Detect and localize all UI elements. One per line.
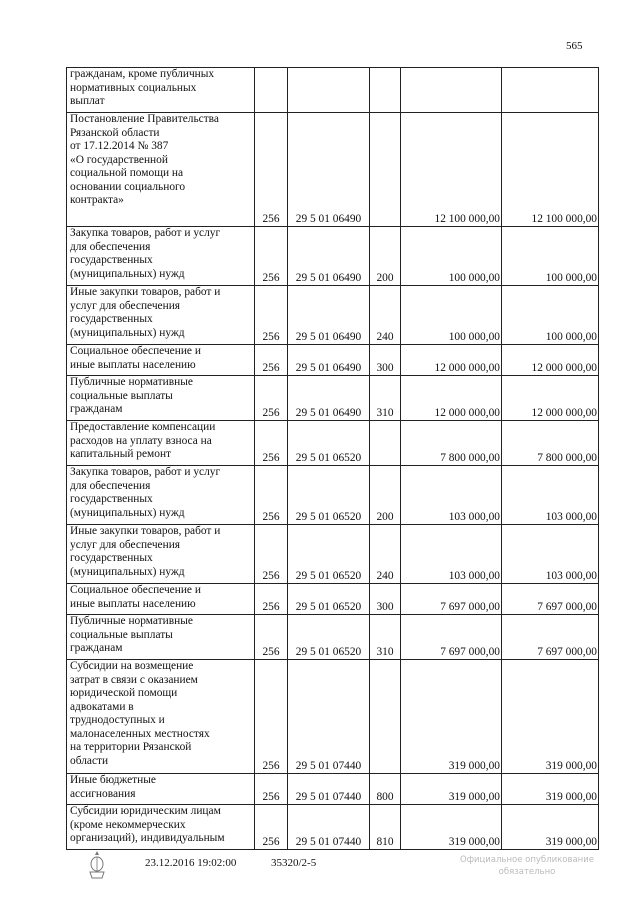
cell-sum1: 7 697 000,00 (401, 584, 502, 615)
cell-name: Постановление Правительства Рязанской области от 17.12.2014 № 387 «О государственной социальной помощи на основании социального контракта» (67, 113, 255, 227)
cell-sum2: 103 000,00 (502, 525, 599, 584)
cell-sum1: 12 000 000,00 (401, 345, 502, 376)
cell-sum1: 7 800 000,00 (401, 421, 502, 466)
table-row (67, 227, 599, 286)
cell-csr: 29 5 01 06490 (288, 227, 370, 286)
cell-sum2: 319 000,00 (502, 805, 599, 850)
table-row (67, 421, 599, 466)
cell-vr (370, 68, 401, 113)
cell-sum2: 7 697 000,00 (502, 584, 599, 615)
cell-csr: 29 5 01 07440 (288, 805, 370, 850)
cell-csr: 29 5 01 06490 (288, 113, 370, 227)
cell-vr: 300 (370, 584, 401, 615)
cell-sum1: 7 697 000,00 (401, 615, 502, 660)
cell-sum2: 100 000,00 (502, 286, 599, 345)
cell-ved: 256 (255, 525, 288, 584)
cell-sum1: 12 000 000,00 (401, 376, 502, 421)
cell-sum1: 319 000,00 (401, 660, 502, 774)
cell-ved: 256 (255, 421, 288, 466)
cell-ved: 256 (255, 466, 288, 525)
footer-datetime: 23.12.2016 19:02:00 (145, 857, 237, 869)
cell-ved: 256 (255, 774, 288, 805)
cell-sum2: 103 000,00 (502, 466, 599, 525)
cell-sum1: 12 100 000,00 (401, 113, 502, 227)
cell-csr: 29 5 01 06520 (288, 421, 370, 466)
cell-vr: 200 (370, 466, 401, 525)
cell-vr (370, 421, 401, 466)
footer-doc-id: 35320/2-5 (271, 857, 317, 869)
table-row (67, 584, 599, 615)
cell-ved: 256 (255, 345, 288, 376)
cell-sum1 (401, 68, 502, 113)
cell-sum1: 319 000,00 (401, 774, 502, 805)
page-number: 565 (566, 40, 583, 52)
cell-ved (255, 68, 288, 113)
cell-ved: 256 (255, 615, 288, 660)
watermark-line2: обязательно (498, 867, 556, 877)
cell-sum2: 12 000 000,00 (502, 345, 599, 376)
cell-sum1: 100 000,00 (401, 227, 502, 286)
cell-vr: 300 (370, 345, 401, 376)
table-row (67, 376, 599, 421)
cell-ved: 256 (255, 286, 288, 345)
cell-sum1: 100 000,00 (401, 286, 502, 345)
cell-csr: 29 5 01 06520 (288, 466, 370, 525)
table-row (67, 286, 599, 345)
table-row (67, 525, 599, 584)
cell-csr: 29 5 01 07440 (288, 660, 370, 774)
cell-name: Иные закупки товаров, работ и услуг для обеспечения государственных (муниципальных) нужд (67, 525, 255, 584)
cell-sum2: 7 800 000,00 (502, 421, 599, 466)
table-row (67, 113, 599, 227)
cell-sum2: 100 000,00 (502, 227, 599, 286)
table-row (67, 774, 599, 805)
cell-name: Публичные нормативные социальные выплаты гражданам (67, 615, 255, 660)
cell-sum2: 319 000,00 (502, 774, 599, 805)
budget-table (66, 67, 599, 850)
cell-csr: 29 5 01 06490 (288, 286, 370, 345)
cell-vr: 240 (370, 286, 401, 345)
watermark-line1: Официальное опубликование (460, 855, 594, 865)
cell-ved: 256 (255, 584, 288, 615)
table-row (67, 345, 599, 376)
cell-vr (370, 113, 401, 227)
cell-name: Субсидии на возмещение затрат в связи с оказанием юридической помощи адвокатами в труднодоступных и малонаселенных местностях на территории Рязанской области (67, 660, 255, 774)
seal-emblem (86, 850, 108, 880)
cell-ved: 256 (255, 376, 288, 421)
cell-ved: 256 (255, 227, 288, 286)
cell-vr: 310 (370, 376, 401, 421)
cell-ved: 256 (255, 805, 288, 850)
cell-sum1: 319 000,00 (401, 805, 502, 850)
cell-vr: 810 (370, 805, 401, 850)
cell-sum2: 319 000,00 (502, 660, 599, 774)
cell-vr: 800 (370, 774, 401, 805)
cell-vr: 240 (370, 525, 401, 584)
cell-vr: 200 (370, 227, 401, 286)
cell-sum1: 103 000,00 (401, 466, 502, 525)
cell-sum1: 103 000,00 (401, 525, 502, 584)
budget-table-body (67, 68, 599, 850)
watermark (452, 854, 602, 878)
cell-name: Иные бюджетные ассигнования (67, 774, 255, 805)
table-row (67, 68, 599, 113)
cell-name: Социальное обеспечение и иные выплаты населению (67, 584, 255, 615)
table-row (67, 660, 599, 774)
cell-ved: 256 (255, 660, 288, 774)
table-row (67, 466, 599, 525)
cell-sum2: 7 697 000,00 (502, 615, 599, 660)
cell-vr: 310 (370, 615, 401, 660)
cell-csr: 29 5 01 06520 (288, 615, 370, 660)
cell-name: Социальное обеспечение и иные выплаты населению (67, 345, 255, 376)
cell-name: Субсидии юридическим лицам (кроме некоммерческих организаций), индивидуальным (67, 805, 255, 850)
cell-sum2 (502, 68, 599, 113)
cell-name: Закупка товаров, работ и услуг для обеспечения государственных (муниципальных) нужд (67, 227, 255, 286)
cell-name: Предоставление компенсации расходов на уплату взноса на капитальный ремонт (67, 421, 255, 466)
cell-name: гражданам, кроме публичных нормативных социальных выплат (67, 68, 255, 113)
cell-sum2: 12 000 000,00 (502, 376, 599, 421)
cell-vr (370, 660, 401, 774)
cell-csr: 29 5 01 06520 (288, 584, 370, 615)
cell-csr: 29 5 01 07440 (288, 774, 370, 805)
table-row (67, 805, 599, 850)
cell-csr: 29 5 01 06490 (288, 345, 370, 376)
cell-csr: 29 5 01 06520 (288, 525, 370, 584)
cell-name: Иные закупки товаров, работ и услуг для обеспечения государственных (муниципальных) нужд (67, 286, 255, 345)
table-row (67, 615, 599, 660)
cell-ved: 256 (255, 113, 288, 227)
cell-name: Закупка товаров, работ и услуг для обеспечения государственных (муниципальных) нужд (67, 466, 255, 525)
cell-csr: 29 5 01 06490 (288, 376, 370, 421)
cell-sum2: 12 100 000,00 (502, 113, 599, 227)
cell-name: Публичные нормативные социальные выплаты гражданам (67, 376, 255, 421)
cell-csr (288, 68, 370, 113)
